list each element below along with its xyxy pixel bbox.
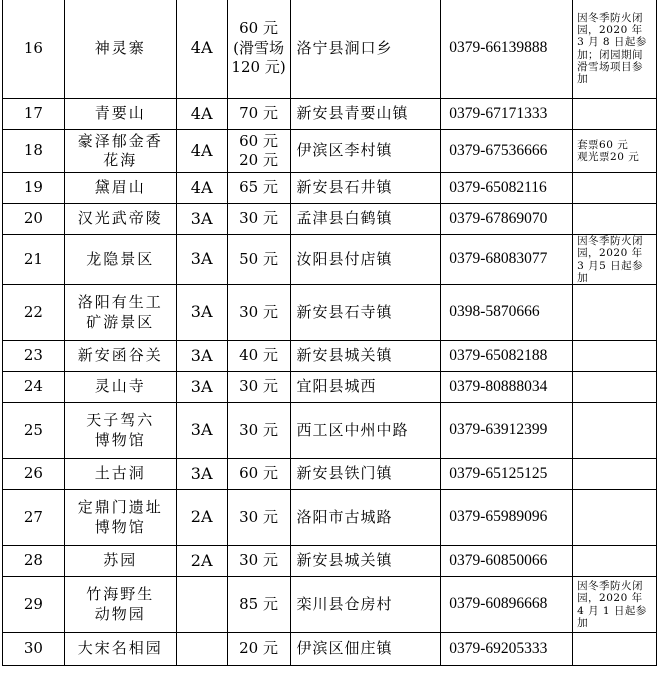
grade-level: 3A [176,459,227,490]
address: 洛宁县涧口乡 [290,0,441,99]
ticket-price: 30 元 [227,546,290,577]
row-number: 18 [3,130,65,173]
table-row [3,577,657,633]
grade-level: 3A [176,341,227,372]
address: 新安县石寺镇 [290,285,441,341]
remark: 因冬季防火闭园，2020 年 3 月5 日起参加 [573,235,657,285]
ticket-price: 70 元 [227,99,290,130]
row-number: 21 [3,235,65,285]
phone-number: 0379-68083077 [441,235,573,285]
address: 新安县城关镇 [290,546,441,577]
row-number: 25 [3,403,65,459]
grade-level: 3A [176,403,227,459]
remark [573,285,657,341]
row-number: 20 [3,204,65,235]
attraction-name: 竹海野生 动物园 [64,577,176,633]
table-row [3,546,657,577]
attraction-name: 黛眉山 [64,173,176,204]
phone-number: 0379-65125125 [441,459,573,490]
address: 新安县铁门镇 [290,459,441,490]
ticket-price: 30 元 [227,372,290,403]
remark [573,490,657,546]
table-row [3,173,657,204]
remark: 套票60 元 观光票20 元 [573,130,657,173]
remark [573,459,657,490]
attraction-name: 新安函谷关 [64,341,176,372]
ticket-price: 40 元 [227,341,290,372]
grade-level: 4A [176,99,227,130]
address: 伊滨区李村镇 [290,130,441,173]
grade-level: 2A [176,490,227,546]
attraction-name: 青要山 [64,99,176,130]
phone-number: 0379-80888034 [441,372,573,403]
phone-number: 0379-60896668 [441,577,573,633]
attraction-name: 天子驾六 博物馆 [64,403,176,459]
address: 西工区中州中路 [290,403,441,459]
attraction-name: 土古洞 [64,459,176,490]
table-row [3,0,657,99]
grade-level: 3A [176,285,227,341]
remark [573,546,657,577]
phone-number: 0379-60850066 [441,546,573,577]
grade-level: 3A [176,235,227,285]
remark [573,403,657,459]
phone-number: 0379-65082116 [441,173,573,204]
row-number: 19 [3,173,65,204]
row-number: 24 [3,372,65,403]
remark [573,633,657,666]
table-row [3,341,657,372]
phone-number: 0379-67171333 [441,99,573,130]
attraction-name: 龙隐景区 [64,235,176,285]
row-number: 30 [3,633,65,666]
table-row [3,403,657,459]
row-number: 17 [3,99,65,130]
ticket-price: 50 元 [227,235,290,285]
table-row [3,285,657,341]
grade-level: 3A [176,372,227,403]
grade-level: 2A [176,546,227,577]
address: 新安县石井镇 [290,173,441,204]
row-number: 29 [3,577,65,633]
grade-level [176,577,227,633]
remark [573,372,657,403]
address: 洛阳市古城路 [290,490,441,546]
remark [573,204,657,235]
attraction-name: 大宋名相园 [64,633,176,666]
attractions-table [2,0,657,666]
phone-number: 0379-67869070 [441,204,573,235]
phone-number: 0379-69205333 [441,633,573,666]
attraction-name: 汉光武帝陵 [64,204,176,235]
row-number: 26 [3,459,65,490]
grade-level: 4A [176,173,227,204]
address: 伊滨区佃庄镇 [290,633,441,666]
phone-number: 0379-65082188 [441,341,573,372]
address: 汝阳县付店镇 [290,235,441,285]
phone-number: 0379-63912399 [441,403,573,459]
table-row [3,99,657,130]
row-number: 28 [3,546,65,577]
address: 栾川县仓房村 [290,577,441,633]
phone-number: 0379-66139888 [441,0,573,99]
ticket-price: 60 元 20 元 [227,130,290,173]
phone-number: 0379-65989096 [441,490,573,546]
table-row [3,633,657,666]
grade-level [176,633,227,666]
address: 新安县城关镇 [290,341,441,372]
ticket-price: 30 元 [227,403,290,459]
row-number: 23 [3,341,65,372]
phone-number: 0398-5870666 [441,285,573,341]
attraction-name: 豪泽郁金香 花海 [64,130,176,173]
attraction-name: 神灵寨 [64,0,176,99]
address: 孟津县白鹤镇 [290,204,441,235]
phone-number: 0379-67536666 [441,130,573,173]
remark [573,341,657,372]
table-row [3,459,657,490]
ticket-price: 85 元 [227,577,290,633]
table-row [3,130,657,173]
grade-level: 3A [176,204,227,235]
attraction-name: 灵山寺 [64,372,176,403]
ticket-price: 60 元 (滑雪场 120 元) [227,0,290,99]
remark: 因冬季防火闭园，2020 年 4 月 1 日起参加 [573,577,657,633]
attraction-name: 洛阳有生工 矿游景区 [64,285,176,341]
ticket-price: 30 元 [227,285,290,341]
row-number: 16 [3,0,65,99]
table-row [3,490,657,546]
table-body [3,0,657,666]
attraction-name: 苏园 [64,546,176,577]
ticket-price: 30 元 [227,490,290,546]
table-row [3,204,657,235]
address: 新安县青要山镇 [290,99,441,130]
attraction-name: 定鼎门遗址 博物馆 [64,490,176,546]
ticket-price: 60 元 [227,459,290,490]
remark [573,99,657,130]
ticket-price: 30 元 [227,204,290,235]
remark: 因冬季防火闭园，2020 年 3 月 8 日起参加；闭园期间滑雪场项目参加 [573,0,657,99]
ticket-price: 20 元 [227,633,290,666]
table-row [3,372,657,403]
ticket-price: 65 元 [227,173,290,204]
address: 宜阳县城西 [290,372,441,403]
table-row [3,235,657,285]
grade-level: 4A [176,0,227,99]
row-number: 27 [3,490,65,546]
row-number: 22 [3,285,65,341]
grade-level: 4A [176,130,227,173]
remark [573,173,657,204]
